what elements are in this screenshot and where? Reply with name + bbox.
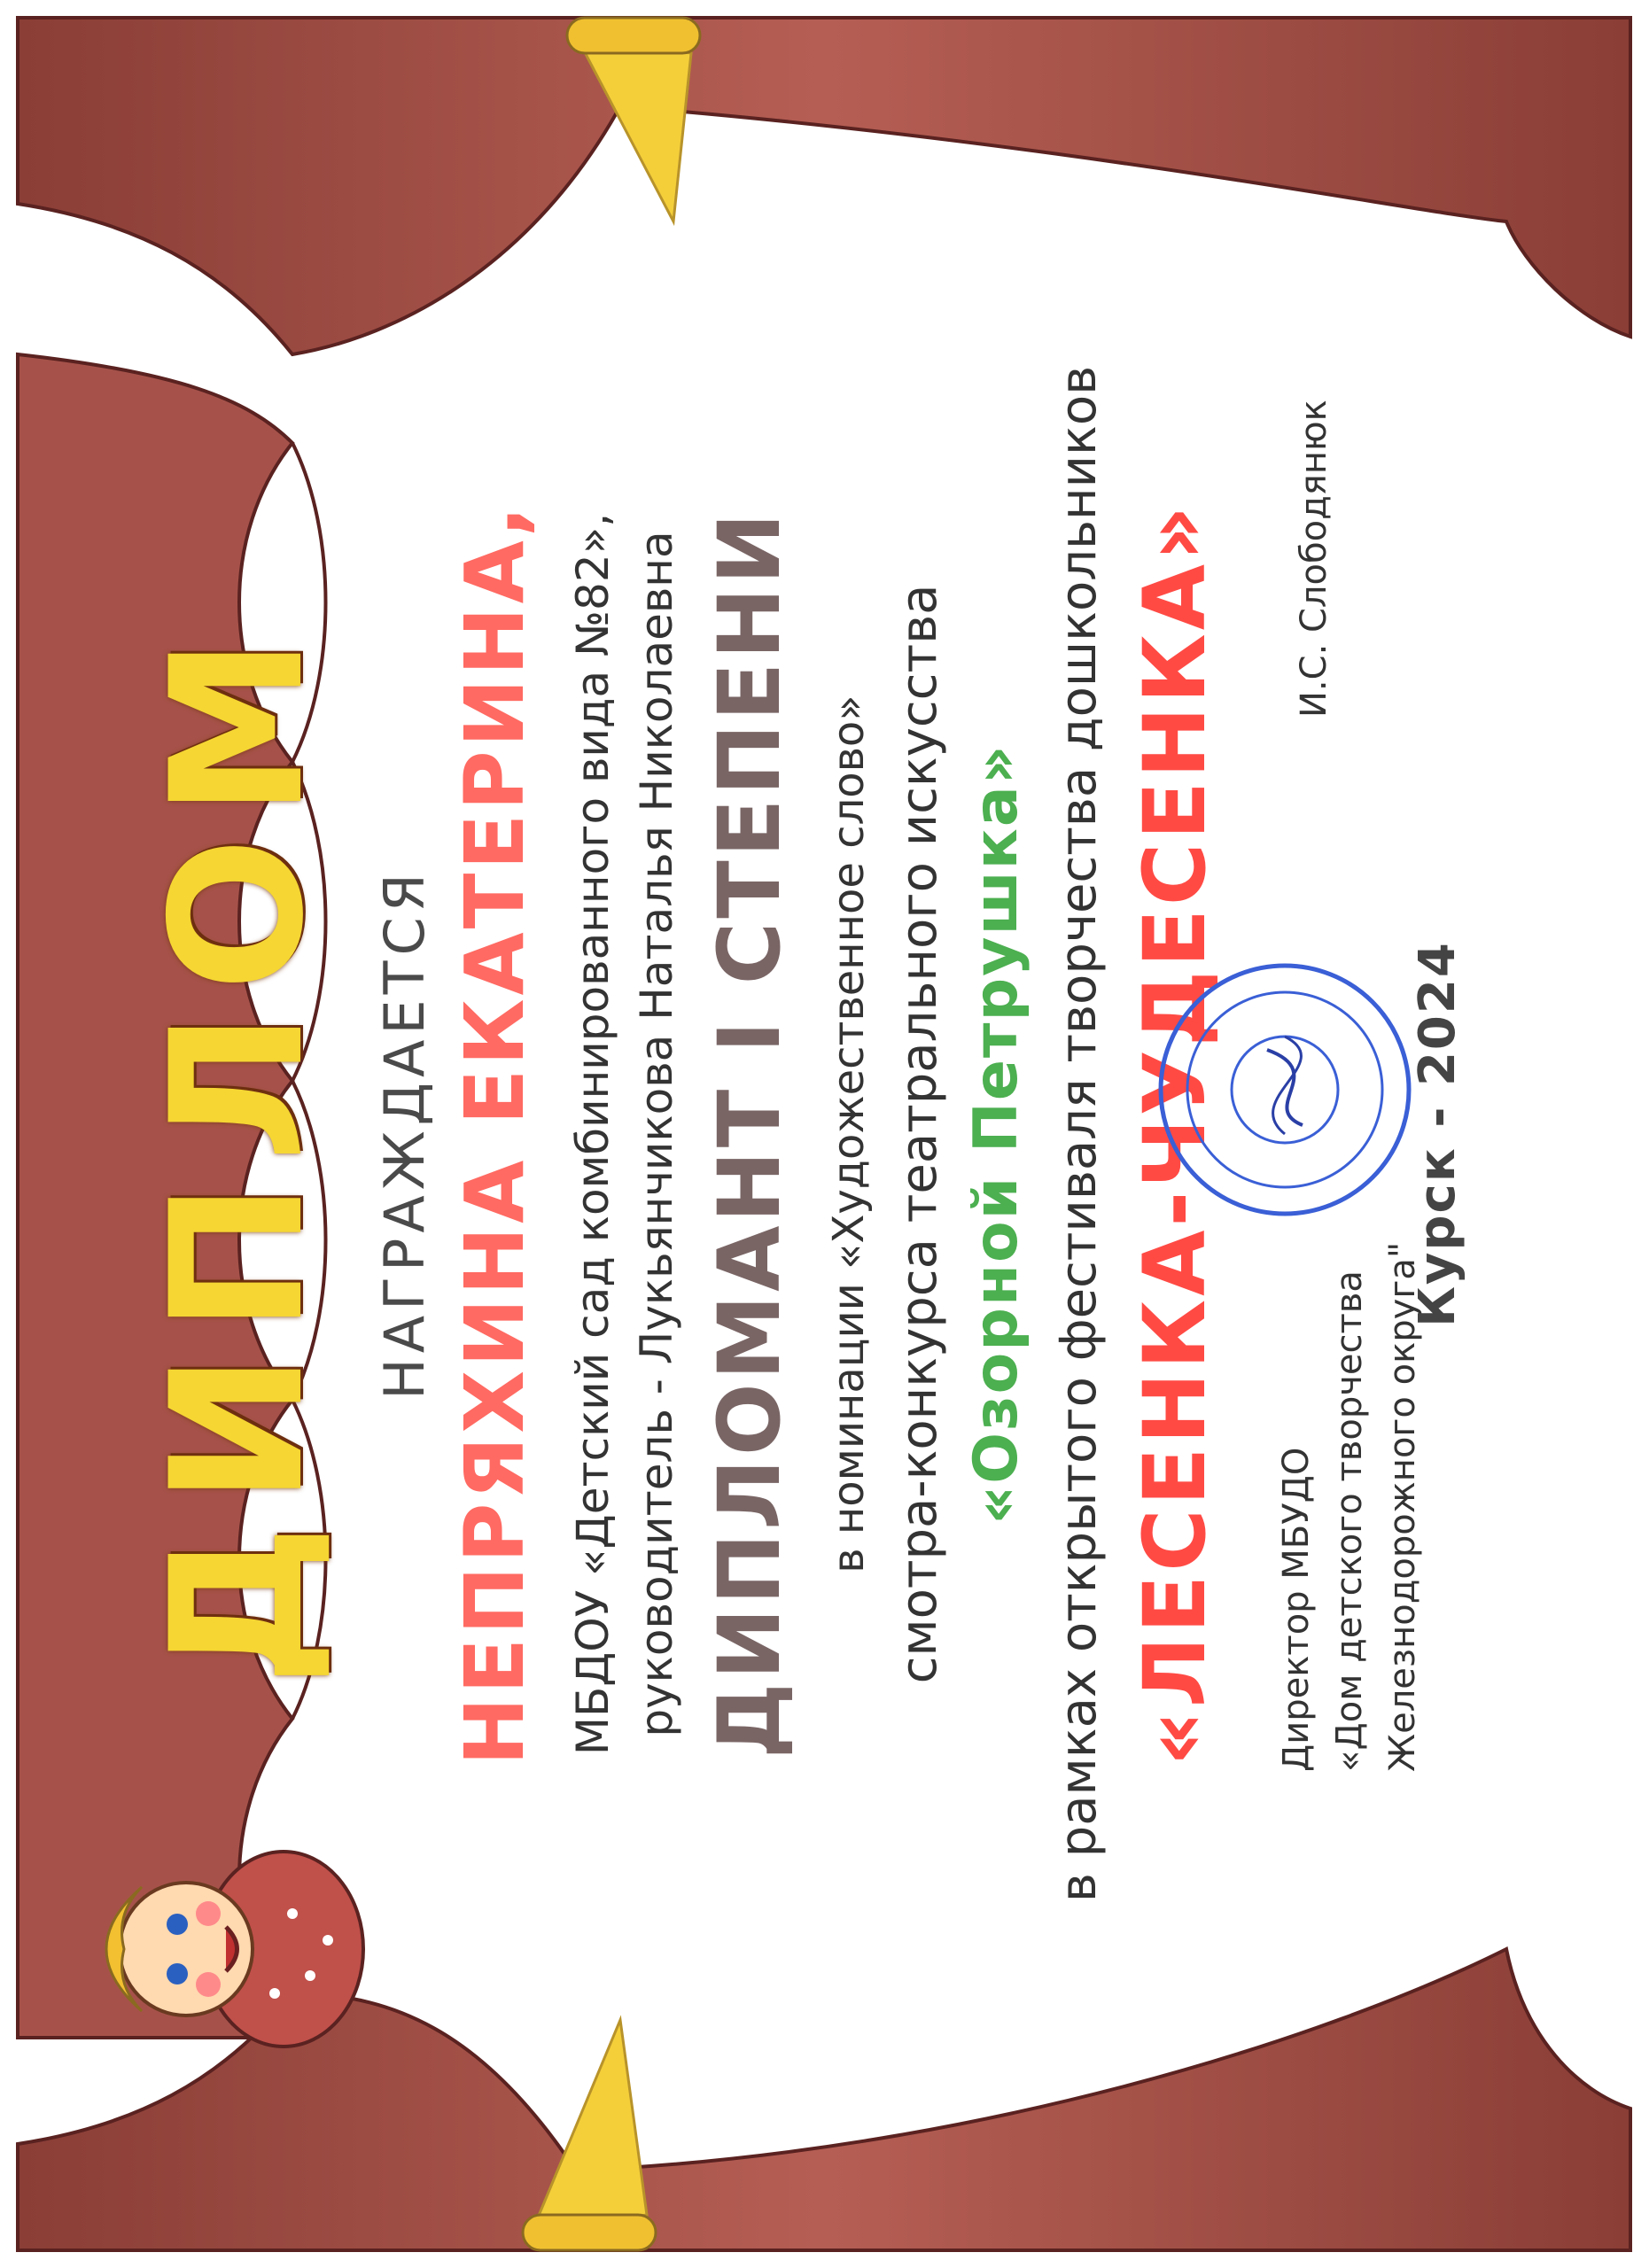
awarded-label: НАГРАЖДАЕТСЯ <box>372 868 437 1400</box>
director-line-2: «Дом детского творчества <box>1329 1270 1370 1772</box>
contest-name: «Озорной Петрушка» <box>961 743 1031 1525</box>
signer-name: И.С. Слободянюк <box>1294 400 1334 718</box>
festival-line: в рамках открытого фестиваля творчества дошкольников <box>1050 365 1108 1903</box>
organization-line: МБДОУ «Детский сад комбинированного вида №82», <box>567 512 618 1756</box>
diploma-title: ДИПЛОМ <box>133 617 344 1687</box>
official-stamp <box>1152 957 1418 1223</box>
festival-name: «ЛЕСЕНКА-ЧУДЕСЕНКА» <box>1125 501 1225 1767</box>
degree-title: ДИПЛОМАНТ I СТЕПЕНИ <box>700 509 799 1759</box>
contest-line: смотра-конкурса театрального искусства <box>891 584 948 1684</box>
director-line-1: Директор МБУДО <box>1276 1447 1317 1772</box>
director-line-3: Железнодорожного округа" <box>1382 1241 1423 1772</box>
city-year: Курск - 2024 <box>1409 941 1466 1327</box>
jester-illustration <box>53 1816 372 2082</box>
nomination-line: в номинации «Художественное слово» <box>824 695 874 1573</box>
supervisor-line: руководитель - Лукьянчикова Наталья Николаевна <box>631 531 682 1737</box>
recipient-name: НЕПРЯХИНА ЕКАТЕРИНА, <box>447 502 542 1766</box>
